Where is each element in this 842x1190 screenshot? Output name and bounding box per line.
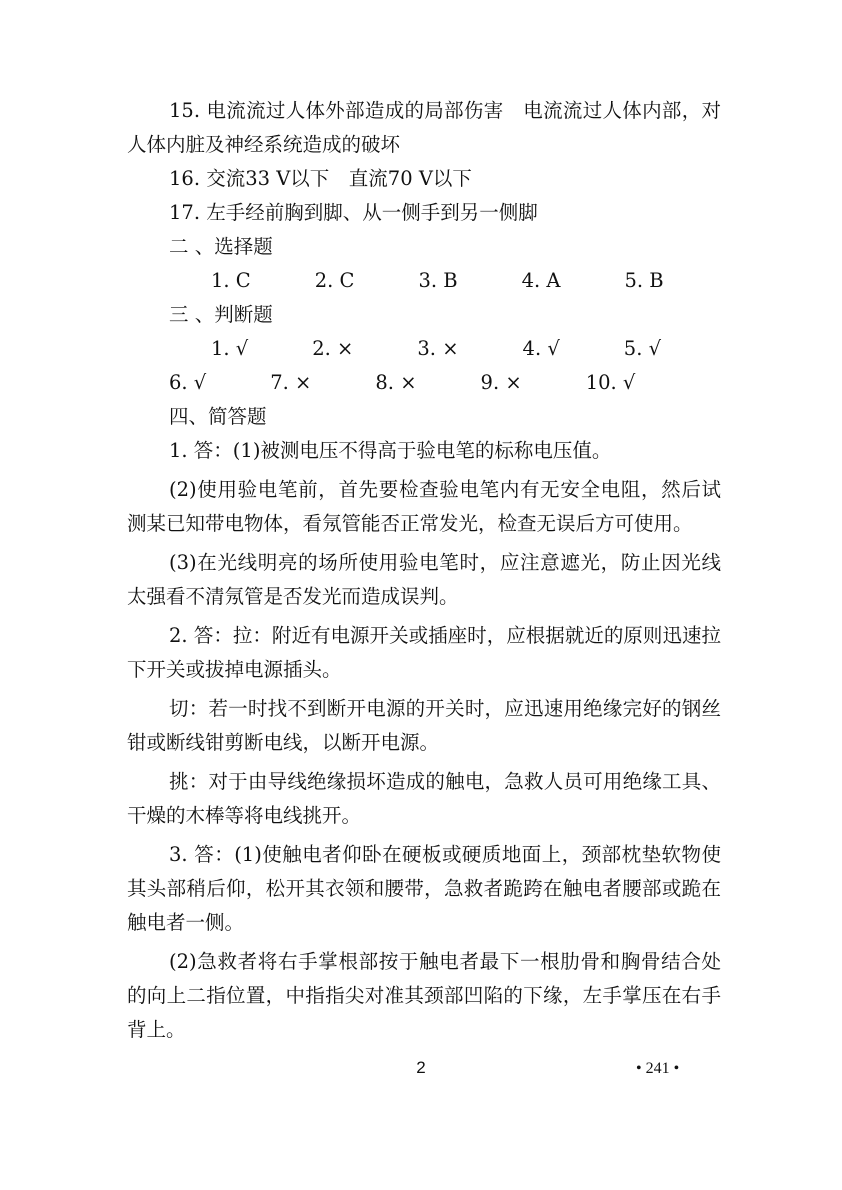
judgement-answer: 10. √	[585, 371, 636, 394]
choice-answer: 3. B	[418, 269, 458, 292]
choice-answers	[127, 264, 721, 298]
answer-2-lift: 挑：对于由导线绝缘损坏造成的触电，急救人员可用绝缘工具、干燥的木棒等将电线挑开。	[127, 770, 721, 827]
choice-answer: 1. C	[211, 269, 251, 292]
judgement-answer: 9. ×	[480, 371, 522, 394]
choice-answer: 4. A	[521, 269, 561, 292]
judgement-answer: 7. ×	[270, 371, 312, 394]
answer-3-part-1: 3. 答：(1)使触电者仰卧在硬板或硬质地面上，颈部枕垫软物使其头部稍后仰，松开其衣领和腰带，急救者跪跨在触电者腰部或跪在触电者一侧。	[127, 843, 721, 934]
answer-3-part-2: (2)急救者将右手掌根部按于触电者最下一根肋骨和胸骨结合处的向上二指位置，中指指尖对准其颈部凹陷的下缘，左手掌压在右手背上。	[127, 950, 721, 1041]
page-body	[127, 94, 721, 1047]
footer-center-number: 2	[416, 1058, 426, 1077]
answer-17: 17. 左手经前胸到脚、从一侧手到另一侧脚	[169, 201, 538, 224]
judgement-answer: 5. √	[623, 337, 662, 360]
section-heading-choice: 二 、选择题	[169, 235, 273, 258]
judgement-answer: 8. ×	[375, 371, 417, 394]
section-heading-judgement: 三 、判断题	[169, 303, 273, 326]
answer-1-part-1: 1. 答：(1)被测电压不得高于验电笔的标称电压值。	[169, 439, 612, 462]
page-number: • 241 •	[636, 1060, 680, 1077]
answer-2-cut: 切：若一时找不到断开电源的开关时，应迅速用绝缘完好的钢丝钳或断线钳剪断电线，以断开电源。	[127, 697, 721, 754]
section-heading-short-answer: 四、简答题	[169, 405, 267, 428]
judgement-answers	[127, 332, 721, 400]
answer-1-part-2: (2)使用验电笔前，首先要检查验电笔内有无安全电阻，然后试测某已知带电物体，看氖管能否正常发光，检查无误后方可使用。	[127, 478, 721, 535]
judgement-answer: 3. ×	[417, 337, 459, 360]
answer-16: 16. 交流33 V以下 直流70 V以下	[169, 167, 472, 190]
answer-1-part-3: (3)在光线明亮的场所使用验电笔时，应注意遮光，防止因光线太强看不清氖管是否发光而造成误判。	[127, 551, 721, 608]
judgement-answer: 2. ×	[312, 337, 354, 360]
choice-answer: 5. B	[624, 269, 664, 292]
answer-15: 15. 电流流过人体外部造成的局部伤害 电流流过人体内部，对人体内脏及神经系统造成的破坏	[127, 99, 721, 156]
judgement-answer: 4. √	[522, 337, 560, 360]
judgement-answer: 1. √	[211, 337, 249, 360]
choice-answer: 2. C	[314, 269, 355, 292]
judgement-answer: 6. √	[169, 371, 207, 394]
answer-2-pull: 2. 答：拉：附近有电源开关或插座时，应根据就近的原则迅速拉下开关或拔掉电源插头。	[127, 624, 721, 681]
